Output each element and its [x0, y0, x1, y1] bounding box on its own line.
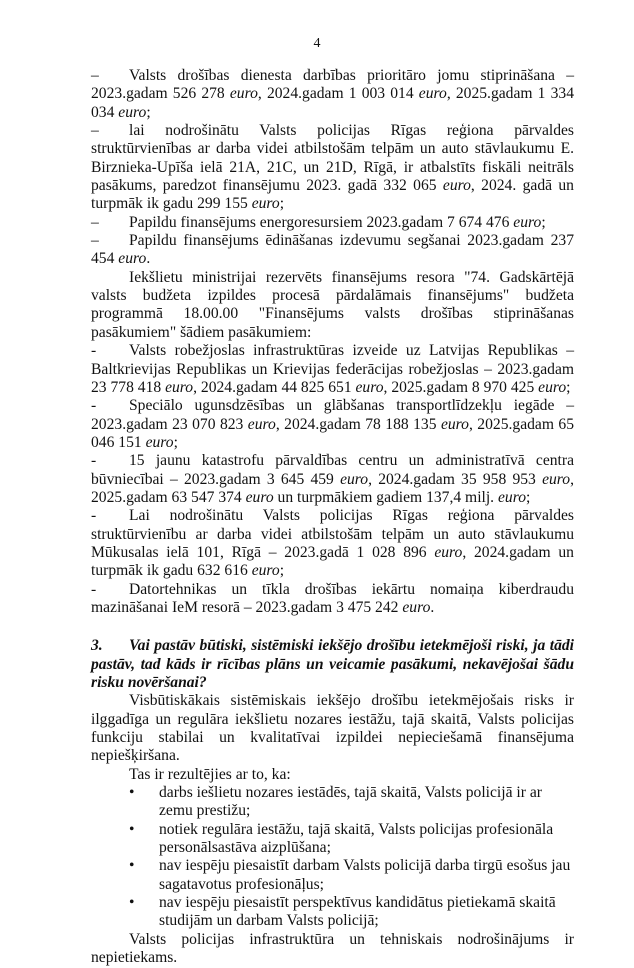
- currency-term: euro: [497, 488, 526, 506]
- currency-term: euro: [542, 470, 571, 488]
- item-text: Papildu finansējums ēdināšanas izdevumu segšanai 2023.gadam 237 454: [91, 232, 574, 268]
- bullet-item: [91, 857, 574, 894]
- dash-marker: -: [91, 397, 97, 415]
- currency-term: euro: [418, 85, 447, 103]
- question-number: 3.: [91, 637, 103, 655]
- funding-list-1: [91, 67, 574, 269]
- reserve-paragraph: Iekšlietu ministrijai rezervēts finansējums resora "74. Gadskārtējā valsts budžeta izpildes procesā pārdalāmais finansējums" budžeta programmā 18.00.00 "Finansējums valsts drošības stiprināšanas pasākumiem" šādiem pasākumiem:: [91, 268, 574, 341]
- dash-marker: -: [91, 452, 97, 470]
- page-number: 4: [313, 36, 321, 51]
- item-text: , 2025.gadam 65 046 151: [91, 415, 574, 451]
- item-text: ;: [279, 562, 285, 580]
- currency-term: euro: [402, 598, 431, 616]
- item-text: , 2024.gadam 78 188 135: [275, 415, 441, 433]
- item-text: un turpmākiem gadiem 137,4 milj.: [273, 488, 498, 506]
- currency-term: euro: [251, 195, 280, 213]
- dash-marker: –: [91, 67, 99, 84]
- item-text: Speciālo ugunsdzēsības un glābšanas transportlīdzekļu iegāde – 2023.gadam 23 070 823: [91, 397, 574, 433]
- dash-marker: –: [91, 122, 99, 140]
- item-text: .: [430, 598, 435, 616]
- currency-term: euro: [434, 543, 463, 561]
- closing-line: Valsts policijas infrastruktūra un tehniskais nodrošinājums ir nepietiekams.: [91, 930, 574, 967]
- item-text: ;: [279, 195, 285, 213]
- item-text: Valsts drošības dienesta darbības prioritāro jomu stiprināšana – 2023.gadam 526 278: [91, 67, 574, 103]
- item-text: ;: [541, 213, 546, 231]
- item-text: , 2025.gadam 8 970 425: [383, 378, 539, 396]
- bullet-item: [91, 821, 574, 858]
- dash-marker: –: [91, 232, 99, 250]
- bullet-icon: •: [129, 820, 135, 838]
- bullet-item: [91, 784, 574, 821]
- question-heading: [91, 637, 574, 692]
- list-item: [91, 214, 574, 232]
- currency-term: euro: [118, 250, 147, 268]
- item-text: Datortehnikas un tīkla drošības iekārtu nomaiņa kiberdraudu mazināšanai IeM resorā – 2023.gadam 3 475 242: [91, 580, 574, 616]
- funding-list-2: [91, 342, 574, 617]
- document-body: [91, 67, 574, 968]
- bullet-item: [91, 894, 574, 931]
- item-text: Papildu finansējums energoresursiem 2023.gadam 7 674 476: [129, 213, 514, 231]
- dash-marker: –: [91, 213, 99, 231]
- currency-term: euro: [340, 470, 369, 488]
- currency-term: euro: [442, 177, 471, 195]
- list-item: [91, 122, 574, 214]
- item-text: ;: [566, 378, 571, 396]
- item-text: Lai nodrošinātu Valsts policijas Rīgas reģiona pārvaldes struktūrvienību ar darba videi atbilstošām telpām un auto stāvlaukumu Mūkusalas ielā 101, Rīgā – 2023.gadā 1 028 896: [91, 507, 574, 561]
- item-text: , 2024.gadam un turpmāk ik gadu 632 616: [91, 543, 574, 580]
- dash-marker: -: [91, 507, 97, 525]
- item-text: .: [146, 250, 151, 268]
- bullet-text: darbs iešlietu nozares iestādēs, tajā skaitā, Valsts policijā ir ar zemu prestižu;: [159, 784, 542, 820]
- item-text: ;: [526, 488, 531, 506]
- question-text: Vai pastāv būtiski, sistēmiski iekšējo drošību ietekmējoši riski, ja tādi pastāv, tad kāds ir rīcības plāns un veicamie pasākumi, nekavējošai šādu risku novēršanai?: [91, 637, 574, 691]
- result-intro: Tas ir rezultējies ar to, ka:: [129, 765, 291, 783]
- currency-term: euro: [229, 85, 258, 103]
- bullet-list: [91, 784, 574, 931]
- dash-marker: -: [91, 342, 97, 360]
- currency-term: euro: [513, 213, 542, 231]
- item-text: 15 jaunu katastrofu pārvaldības centru un administratīvā centra būvniecībai – 2023.gadam 3 645 459: [91, 452, 574, 488]
- item-text: lai nodrošinātu Valsts policijas Rīgas reģiona pārvaldes struktūrvienības ar darba videi atbilstošām telpām un auto stāvlaukumu E. Birznieka-Upīša ielā 21A, 21C, un 21D, Rīgā, ir atbalstīts fiskāli neitrāls pasākums, paredzot finansējumu 2023. gadā 332 065: [91, 122, 574, 195]
- list-item: [91, 232, 574, 269]
- answer-paragraph: Visbūtiskākais sistēmiskais iekšējo drošību ietekmējošais risks ir ilggadīga un regulāra iekšlietu nozares iestāžu, tajā skaitā, Valsts policijas funkciju stabilai un kvalitatīvai izpildei nepieciešamā finansējuma nepiešķiršana.: [91, 692, 574, 765]
- bullet-text: notiek regulāra iestāžu, tajā skaitā, Valsts policijas profesionāla personālsastāva aizplūšana;: [159, 820, 554, 857]
- dash-marker: -: [91, 580, 97, 598]
- list-item: [91, 452, 574, 507]
- list-item: [91, 342, 574, 397]
- item-text: , 2025.gadam 63 547 374: [91, 470, 574, 506]
- bullet-icon: •: [129, 894, 135, 912]
- item-text: , 2024. gadā un turpmāk ik gadu 299 155: [91, 177, 574, 213]
- item-text: , 2024.gadam 35 958 953: [368, 470, 543, 488]
- currency-term: euro: [247, 415, 276, 433]
- bullet-text: nav iespēju piesaistīt perspektīvus kandidātus pietiekamā skaitā studijām un darbam Valsts policijā;: [159, 894, 556, 930]
- list-item: [91, 397, 574, 452]
- currency-term: euro: [165, 378, 194, 396]
- bullet-icon: •: [129, 857, 135, 875]
- item-text: ;: [146, 103, 151, 121]
- list-item: [91, 507, 574, 580]
- currency-term: euro: [538, 378, 567, 396]
- item-text: , 2024.gadam 1 003 014: [257, 85, 419, 103]
- item-text: ;: [173, 433, 178, 451]
- currency-term: euro: [245, 488, 274, 506]
- item-text: Valsts robežjoslas infrastruktūras izveide uz Latvijas Republikas – Baltkrievijas Republikas un Krievijas federācijas robežjoslas – 2023.gadam 23 778 418: [91, 342, 574, 396]
- currency-term: euro: [251, 562, 280, 580]
- currency-term: euro: [440, 415, 469, 433]
- currency-term: euro: [355, 378, 384, 396]
- list-item: [91, 581, 574, 618]
- currency-term: euro: [145, 433, 174, 451]
- currency-term: euro: [118, 103, 147, 121]
- item-text: , 2025.gadam 1 334 034: [91, 85, 574, 121]
- item-text: , 2024.gadam 44 825 651: [193, 378, 356, 396]
- list-item: [91, 67, 574, 122]
- bullet-text: nav iespēju piesaistīt darbam Valsts policijā darba tirgū esošus jau sagatavotus profesionāļus;: [159, 857, 571, 893]
- bullet-icon: •: [129, 784, 135, 802]
